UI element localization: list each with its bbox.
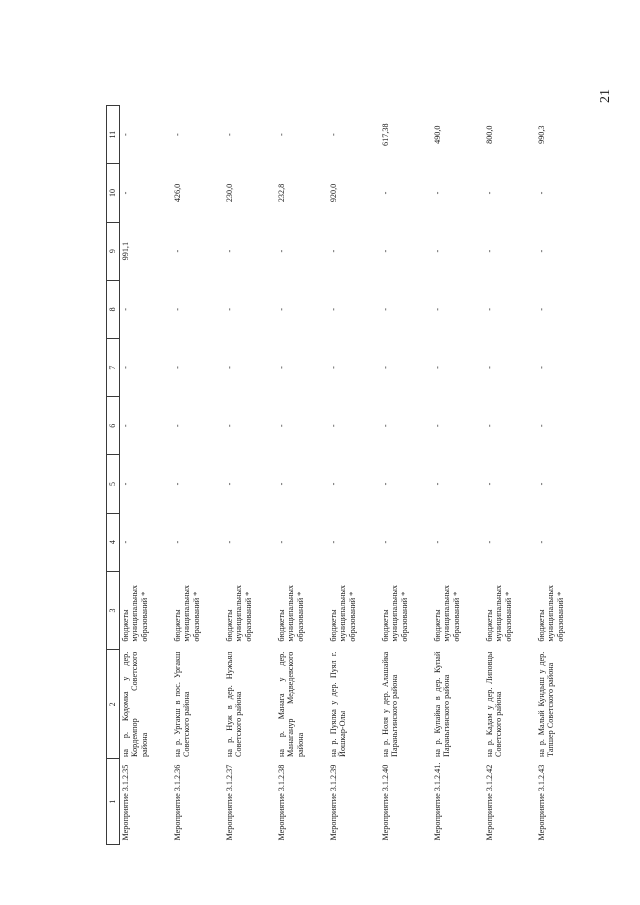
funding-source-cell: бюджеты муниципальных образований *	[173, 584, 201, 642]
value-cell: 990,3	[537, 125, 546, 144]
value-cell: -	[433, 424, 442, 428]
table-row	[172, 106, 224, 845]
value-cell: -	[381, 482, 390, 486]
value-cell: -	[329, 133, 338, 137]
value-cell: -	[433, 366, 442, 369]
value-cell: -	[485, 249, 494, 253]
measure-id-cell: Мероприятие 3.1.2.42	[485, 764, 494, 841]
value-cell: -	[225, 424, 234, 428]
column-header: 1	[107, 759, 120, 845]
funding-source-cell: бюджеты муниципальных образований *	[537, 584, 565, 642]
value-cell: -	[537, 191, 546, 195]
funding-source-cell: бюджеты муниципальных образований *	[121, 584, 149, 642]
column-header: 10	[107, 164, 120, 222]
value-cell: -	[173, 540, 182, 544]
funding-source-cell: бюджеты муниципальных образований *	[381, 584, 409, 642]
value-cell: -	[381, 540, 390, 544]
measure-id-cell: Мероприятие 3.1.2.40	[381, 764, 390, 841]
measure-location-cell: на р. Пуялка у дер. Пуял г. Йошкар-Олы	[329, 651, 348, 757]
measure-location-cell: на р. Купайка в дер. Купай Параньгинского района	[433, 651, 452, 757]
value-cell: -	[121, 540, 130, 544]
value-cell: -	[121, 307, 130, 311]
column-header: 7	[107, 338, 120, 396]
measure-id-cell: Мероприятие 3.1.2.37	[225, 764, 234, 841]
value-cell: -	[173, 249, 182, 253]
value-cell: -	[329, 482, 338, 486]
funding-source-cell: бюджеты муниципальных образований *	[277, 584, 305, 642]
value-cell: -	[433, 307, 442, 311]
value-cell: -	[537, 366, 546, 369]
value-cell: -	[329, 307, 338, 311]
value-cell: -	[173, 366, 182, 369]
value-cell: -	[329, 424, 338, 428]
measure-location-cell: на р. Малый Кундыш у дер. Тапшер Советского района	[537, 651, 556, 757]
table-row	[536, 106, 588, 845]
value-cell: -	[485, 482, 494, 486]
value-cell: -	[225, 482, 234, 486]
value-cell: -	[225, 249, 234, 253]
value-cell: -	[329, 540, 338, 544]
measure-location-cell: на р. Кодомка у дер. Кордемпор Советского района	[121, 651, 149, 757]
measure-location-cell: на р. Нуж в дер. Нужъял Советского района	[225, 651, 244, 757]
table-body	[120, 106, 589, 845]
value-cell: -	[121, 133, 130, 137]
value-cell: -	[537, 540, 546, 544]
funding-source-cell: бюджеты муниципальных образований *	[225, 584, 253, 642]
value-cell: -	[277, 424, 286, 428]
measure-id-cell: Мероприятие 3.1.2.39	[329, 764, 338, 841]
value-cell: -	[121, 191, 130, 195]
measure-location-cell: на р. Ургакш в пос. Ургакш Советского района	[173, 651, 192, 757]
value-cell: -	[485, 366, 494, 369]
value-cell: -	[277, 482, 286, 486]
value-cell: -	[381, 366, 390, 369]
table-row	[276, 106, 328, 845]
header-row	[107, 106, 120, 845]
value-cell: -	[381, 191, 390, 195]
funding-source-cell: бюджеты муниципальных образований *	[433, 584, 461, 642]
table-row	[432, 106, 484, 845]
measure-location-cell: на р. Ноля у дер. Алашайка Параньгинского района	[381, 651, 400, 757]
funding-source-cell: бюджеты муниципальных образований *	[329, 584, 357, 642]
measure-id-cell: Мероприятие 3.1.2.35	[121, 764, 130, 841]
measure-id-cell: Мероприятие 3.1.2.41.	[433, 762, 442, 841]
value-cell: -	[173, 133, 182, 137]
table-row	[120, 106, 173, 845]
page-number: 21	[598, 89, 613, 103]
value-cell: -	[485, 424, 494, 428]
value-cell: -	[537, 307, 546, 311]
column-header: 4	[107, 513, 120, 571]
value-cell: -	[433, 540, 442, 544]
value-cell: -	[173, 307, 182, 311]
column-header: 5	[107, 455, 120, 513]
measure-location-cell: на р. Кадам у дер. Липовцы Советского района	[485, 651, 504, 757]
funding-source-cell: бюджеты муниципальных образований *	[485, 584, 513, 642]
value-cell: -	[277, 249, 286, 253]
value-cell: -	[277, 133, 286, 137]
value-cell: 991,1	[121, 241, 130, 261]
value-cell: -	[121, 482, 130, 486]
value-cell: -	[329, 366, 338, 369]
value-cell: -	[225, 366, 234, 369]
value-cell: -	[537, 482, 546, 486]
value-cell: 617,38	[381, 123, 390, 146]
value-cell: -	[225, 540, 234, 544]
funding-table	[106, 105, 588, 845]
rotated-table-container	[106, 105, 629, 845]
value-cell: 230,0	[225, 183, 234, 203]
value-cell: -	[485, 540, 494, 544]
value-cell: -	[381, 424, 390, 428]
column-header: 3	[107, 571, 120, 649]
column-header: 6	[107, 397, 120, 455]
value-cell: -	[173, 424, 182, 428]
value-cell: -	[121, 366, 130, 369]
value-cell: 490,0	[433, 125, 442, 144]
value-cell: -	[329, 249, 338, 253]
value-cell: -	[225, 307, 234, 311]
column-header: 2	[107, 650, 120, 759]
value-cell: -	[537, 424, 546, 428]
value-cell: -	[173, 482, 182, 486]
value-cell: -	[277, 540, 286, 544]
value-cell: 426,0	[173, 183, 182, 203]
value-cell: 800,0	[485, 125, 494, 144]
value-cell: -	[381, 249, 390, 253]
column-header: 8	[107, 280, 120, 338]
value-cell: -	[121, 424, 130, 428]
document-sheet	[106, 105, 629, 845]
value-cell: -	[485, 191, 494, 195]
value-cell: -	[433, 191, 442, 195]
table-row	[224, 106, 276, 845]
table-row	[328, 106, 380, 845]
value-cell: -	[381, 307, 390, 311]
measure-id-cell: Мероприятие 3.1.2.38	[277, 764, 286, 841]
table-row	[484, 106, 536, 845]
value-cell: -	[433, 482, 442, 486]
value-cell: -	[537, 249, 546, 253]
value-cell: -	[277, 307, 286, 311]
table-row	[380, 106, 432, 845]
value-cell: -	[277, 366, 286, 369]
column-header: 9	[107, 222, 120, 280]
value-cell: 232,8	[277, 183, 286, 203]
measure-location-cell: на р. Манага у дер. Манаганур Медведевского района	[277, 651, 305, 757]
value-cell: -	[485, 307, 494, 311]
value-cell: -	[225, 133, 234, 137]
measure-id-cell: Мероприятие 3.1.2.36	[173, 764, 182, 841]
value-cell: -	[433, 249, 442, 253]
measure-id-cell: Мероприятие 3.1.2.43	[537, 764, 546, 841]
value-cell: 920,0	[329, 183, 338, 203]
column-header: 11	[107, 106, 120, 164]
